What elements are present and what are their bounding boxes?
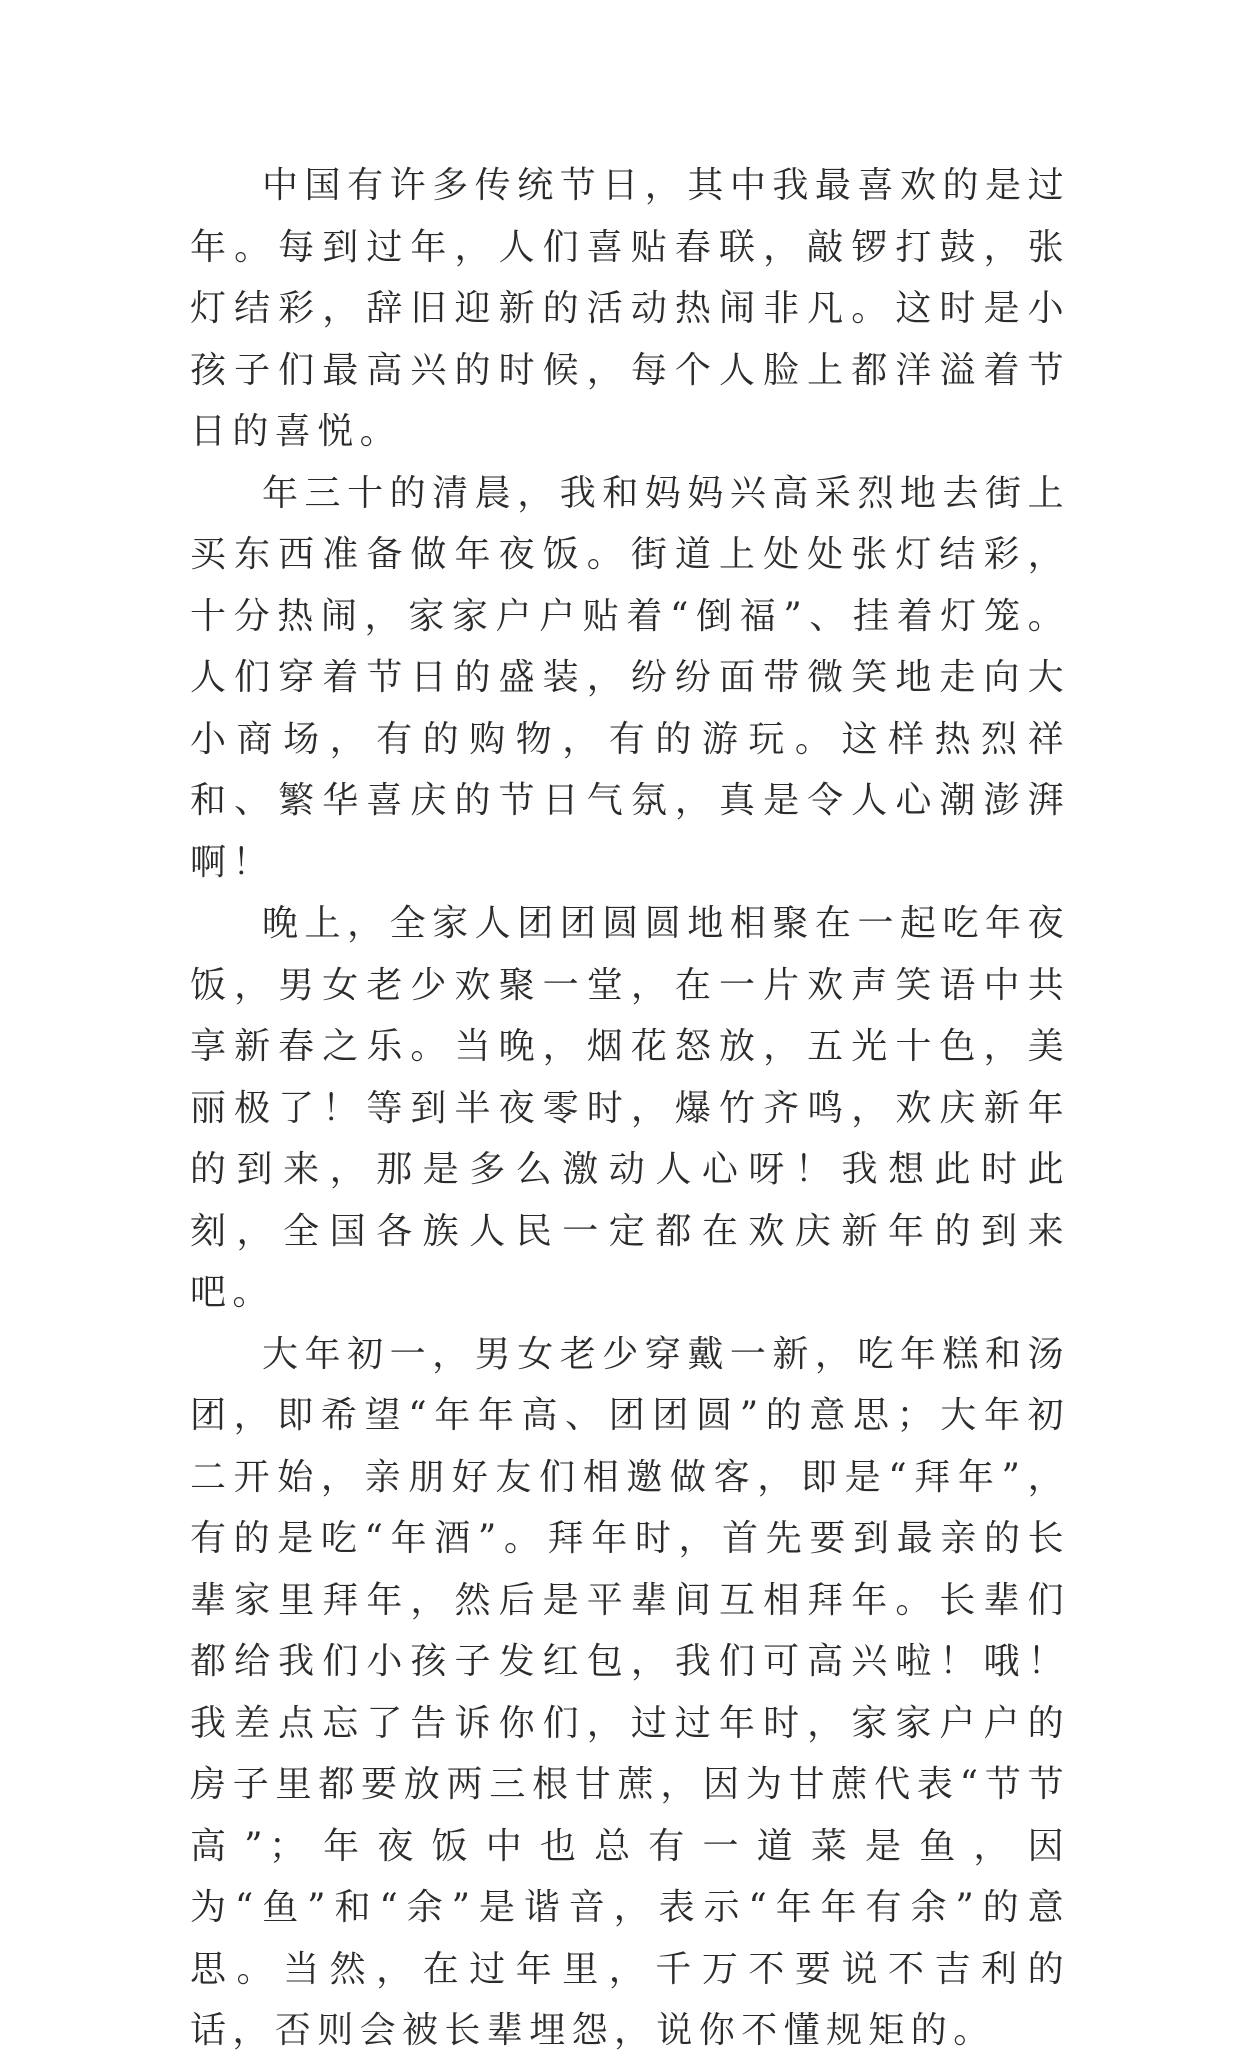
paragraph-1: 中国有许多传统节日，其中我最喜欢的是过年。每到过年，人们喜贴春联，敲锣打鼓，张灯结彩，辞旧迎新的活动热闹非凡。这时是小孩子们最高兴的时候，每个人脸上都洋溢着节日的喜悦。 — [190, 165, 1070, 452]
paragraph-2: 年三十的清晨，我和妈妈兴高采烈地去街上买东西准备做年夜饭。街道上处处张灯结彩，十分热闹，家家户户贴着“倒福”、挂着灯笼。人们穿着节日的盛装，纷纷面带微笑地走向大小商场，有的购物，有的游玩。这样热烈祥和、繁华喜庆的节日气氛，真是令人心潮澎湃啊！ — [190, 472, 1070, 883]
document-body — [190, 155, 1070, 2062]
paragraph-3: 晚上，全家人团团圆圆地相聚在一起吃年夜饭，男女老少欢聚一堂，在一片欢声笑语中共享新春之乐。当晚，烟花怒放，五光十色，美丽极了！等到半夜零时，爆竹齐鸣，欢庆新年的到来，那是多么激动人心呀！我想此时此刻，全国各族人民一定都在欢庆新年的到来吧。 — [190, 903, 1070, 1313]
paragraph-4: 大年初一，男女老少穿戴一新，吃年糕和汤团，即希望“年年高、团团圆”的意思；大年初二开始，亲朋好友们相邀做客，即是“拜年”，有的是吃“年酒”。拜年时，首先要到最亲的长辈家里拜年，然后是平辈间互相拜年。长辈们都给我们小孩子发红包，我们可高兴啦！哦！我差点忘了告诉你们，过过年时，家家户户的房子里都要放两三根甘蔗，因为甘蔗代表“节节高”；年夜饭中也总有一道菜是鱼，因为“鱼”和“余”是谐音，表示“年年有余”的意思。当然，在过年里，千万不要说不吉利的话，否则会被长辈埋怨，说你不懂规矩的。 — [190, 1333, 1070, 2051]
